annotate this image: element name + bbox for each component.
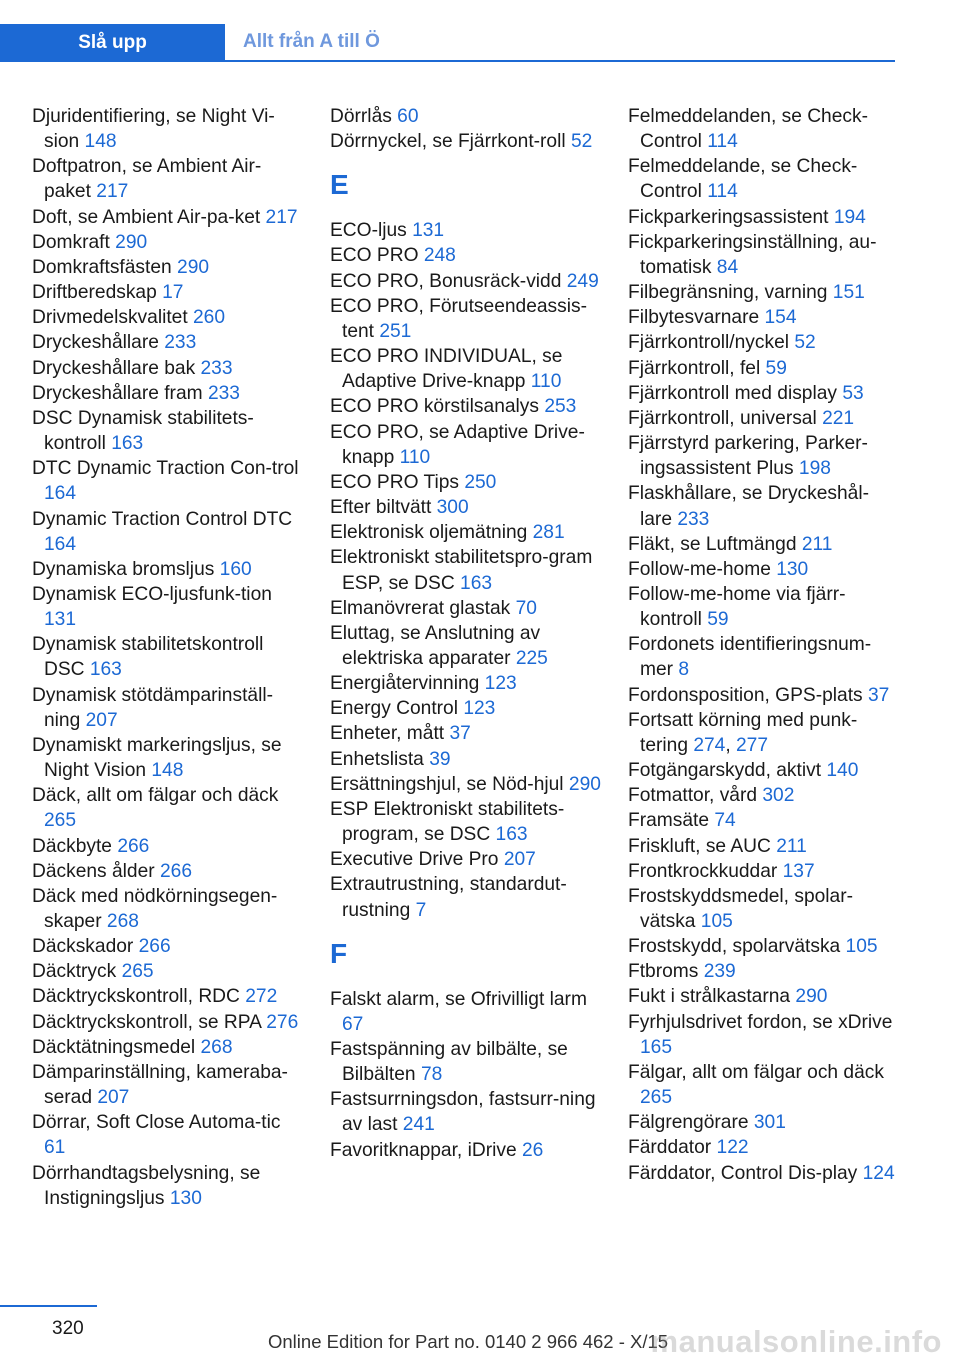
entry-text: Dämparinställning, kameraba‐serad — [32, 1061, 288, 1109]
page-link[interactable]: 154 — [764, 307, 797, 329]
page-link[interactable]: 211 — [801, 533, 833, 555]
index-column-2 — [330, 104, 605, 1163]
entry-text: Dynamiska bromsljus — [32, 558, 220, 580]
index-entry[interactable] — [628, 708, 898, 758]
page-link[interactable]: 37 — [867, 684, 890, 706]
page-link[interactable]: 163 — [495, 824, 528, 846]
index-entry[interactable] — [628, 532, 898, 557]
entry-text: Fickparkeringsassistent — [628, 206, 834, 228]
index-entry[interactable] — [330, 545, 605, 595]
index-entry[interactable] — [628, 758, 898, 783]
entry-text: Dörrnyckel, se Fjärrkont‐roll — [330, 131, 571, 153]
page-link[interactable]: 105 — [700, 911, 733, 932]
entry-text: Ftbroms — [628, 961, 704, 983]
index-entry[interactable] — [32, 1035, 307, 1060]
entry-text: Energiåtervinning — [330, 673, 485, 695]
index-entry[interactable] — [32, 859, 307, 884]
page-link[interactable]: 67 — [342, 1013, 364, 1035]
entry-text: ECO PRO körstilsanalys — [330, 396, 545, 418]
index-entry[interactable] — [32, 632, 307, 682]
index-entry[interactable] — [628, 1010, 898, 1060]
index-entry[interactable] — [628, 683, 898, 708]
index-entry[interactable] — [330, 872, 605, 922]
index-entry[interactable] — [32, 280, 307, 305]
index-entry[interactable] — [628, 859, 898, 884]
page-link[interactable]: 26 — [521, 1139, 544, 1161]
index-entry[interactable] — [330, 243, 605, 268]
entry-text: Däcktryck — [32, 961, 122, 983]
index-entry[interactable] — [330, 495, 605, 520]
index-entry[interactable] — [628, 431, 898, 481]
page-link[interactable]: 266 — [138, 936, 171, 958]
entry-text: Däckbyte — [32, 835, 118, 857]
page-link[interactable]: 164 — [44, 483, 77, 505]
entry-text: Fastsurrningsdon, fastsurr‐ning av last — [330, 1089, 596, 1136]
index-entry[interactable] — [32, 1060, 307, 1110]
page-link[interactable]: 241 — [402, 1114, 435, 1136]
page-link[interactable]: 163 — [89, 659, 122, 681]
page-link[interactable]: 225 — [515, 647, 548, 669]
entry-text: Dryckeshållare fram — [32, 382, 208, 404]
page-link[interactable]: 123 — [484, 673, 517, 695]
page-link[interactable]: 211 — [776, 835, 807, 857]
page-link[interactable]: 274 — [693, 734, 726, 756]
page-link[interactable]: 221 — [822, 407, 855, 429]
index-entry[interactable] — [628, 834, 898, 859]
page-link[interactable]: 61 — [44, 1137, 66, 1159]
entry-text: Frostskyddsmedel, spolar‐vätska — [628, 885, 853, 932]
entry-text: ECO PRO — [330, 245, 424, 267]
page-link[interactable]: 207 — [503, 849, 536, 871]
index-entry[interactable] — [330, 797, 605, 847]
entry-text: Felmeddelanden, se Check-Control — [628, 106, 868, 153]
entry-text: Efter biltvätt — [330, 497, 437, 519]
entry-text: ECO PRO, se Adaptive Drive-knapp — [330, 421, 585, 468]
page-link[interactable]: 137 — [782, 860, 815, 882]
watermark: manualsonline.info — [650, 1324, 942, 1359]
entry-text: Däcktryckskontroll, RDC — [32, 986, 246, 1008]
index-entry[interactable] — [628, 632, 898, 682]
entry-text: Fjärrstyrd parkering, Parker‐ingsassistent Plus — [628, 433, 868, 480]
page-link[interactable]: 140 — [826, 760, 859, 782]
index-entry[interactable] — [32, 557, 307, 582]
entry-text: Friskluft, se AUC — [628, 835, 777, 857]
page-link[interactable]: 233 — [200, 357, 233, 379]
entry-text: ECO-ljus — [330, 220, 413, 242]
page-link[interactable]: 249 — [566, 270, 599, 292]
index-entry[interactable] — [628, 1161, 898, 1186]
entry-text: Fordonets identifieringsnum‐mer — [628, 634, 872, 681]
entry-text: Dynamic Traction Control DTC — [32, 508, 293, 530]
entry-text: Fortsatt körning med punk‐tering — [628, 709, 858, 756]
index-entry[interactable] — [628, 934, 898, 959]
index-entry[interactable] — [628, 582, 898, 632]
page-link[interactable]: 233 — [677, 508, 710, 530]
page-link[interactable]: 148 — [84, 131, 117, 153]
entry-text: Fotgängarskydd, aktivt — [628, 760, 827, 782]
page-link[interactable]: 250 — [464, 471, 497, 493]
entry-text: Dryckeshållare bak — [32, 357, 201, 379]
index-entry[interactable] — [628, 205, 898, 230]
entry-text: Eluttag, se Anslutning av elektriska apparater — [330, 622, 541, 669]
page-link[interactable]: 281 — [532, 522, 565, 544]
index-entry[interactable] — [330, 621, 605, 671]
page-link[interactable]: 290 — [795, 986, 828, 1008]
entry-text: DSC Dynamisk stabilitets‐kontroll — [32, 407, 254, 455]
page-link[interactable]: 37 — [449, 723, 471, 745]
tab-allt-fran-a-till-o[interactable]: Allt från A till Ö — [225, 24, 895, 62]
entry-text: Framsäte — [628, 810, 715, 832]
page-link[interactable]: 39 — [429, 748, 451, 770]
index-entry[interactable] — [628, 1060, 898, 1110]
page-link[interactable]: 163 — [460, 572, 493, 594]
page-link[interactable]: 301 — [753, 1112, 786, 1134]
entry-text: Dynamiskt markeringsljus, se Night Vision — [32, 734, 282, 782]
page-link[interactable]: 265 — [121, 961, 154, 983]
page-link[interactable]: 194 — [833, 206, 866, 228]
index-entry[interactable] — [32, 406, 307, 456]
entry-text: DTC Dynamic Traction Con‐trol — [32, 458, 299, 480]
index-entry[interactable] — [32, 733, 307, 783]
page-link[interactable]: 233 — [207, 382, 240, 404]
entry-text: Dörrlås — [330, 106, 398, 127]
index-entry[interactable] — [330, 721, 605, 746]
index-entry[interactable] — [32, 205, 307, 230]
entry-text: Djuridentifiering, se Night Vi‐sion — [32, 106, 275, 153]
index-entry[interactable] — [330, 269, 605, 294]
page-link[interactable]: 148 — [151, 760, 184, 782]
index-entry[interactable] — [32, 934, 307, 959]
entry-text: Dörrar, Soft Close Automa‐tic — [32, 1112, 281, 1134]
page-link[interactable]: 266 — [159, 860, 192, 882]
page-link[interactable]: 130 — [776, 558, 809, 580]
index-entry[interactable] — [628, 305, 898, 330]
index-entry[interactable] — [32, 356, 307, 381]
index-entry[interactable] — [32, 154, 307, 204]
entry-text: Fickparkeringsinställning, au‐tomatisk — [628, 231, 877, 278]
page-link[interactable]: 59 — [765, 357, 787, 379]
page-link[interactable]: 60 — [397, 106, 419, 127]
page-link[interactable]: 74 — [714, 810, 736, 832]
entry-text: Follow-me-home — [628, 558, 777, 580]
entry-text: Dynamisk ECO-ljusfunk‐tion — [32, 583, 272, 605]
index-entry[interactable] — [628, 984, 898, 1009]
page-link[interactable]: 198 — [798, 458, 831, 480]
page-link[interactable]: 70 — [515, 597, 537, 619]
entry-text: Doft, se Ambient Air-pa‐ket — [32, 206, 266, 228]
index-entry[interactable] — [330, 520, 605, 545]
index-column-3 — [628, 104, 898, 1186]
index-entry[interactable] — [330, 747, 605, 772]
entry-text: Enheter, mått — [330, 723, 450, 745]
entry-text: Fälgar, allt om fälgar och däck — [628, 1061, 884, 1083]
index-entry[interactable] — [330, 420, 605, 470]
entry-text: Fastspänning av bilbälte, se Bilbälten — [330, 1039, 568, 1086]
index-entry[interactable] — [330, 218, 605, 243]
index-entry[interactable] — [628, 959, 898, 984]
entry-text: Elektronisk oljemätning — [330, 522, 533, 544]
page-link[interactable]: 290 — [177, 256, 210, 278]
entry-text: Filbytesvarnare — [628, 307, 765, 329]
index-entry[interactable] — [32, 834, 307, 859]
entry-text: Dörrhandtagsbelysning, se Instigningsljus — [32, 1162, 261, 1209]
entry-text: Falskt alarm, se Ofrivilligt larm — [330, 988, 587, 1010]
page-link[interactable]: 233 — [164, 332, 197, 354]
entry-text: Domkraftsfästen — [32, 256, 178, 278]
index-entry[interactable] — [330, 1087, 605, 1137]
index-column-1 — [32, 104, 307, 1211]
entry-text: Fjärrkontroll/nyckel — [628, 332, 795, 354]
index-entry[interactable] — [32, 959, 307, 984]
page-link[interactable]: 163 — [111, 433, 144, 455]
page-link[interactable]: 78 — [420, 1064, 443, 1086]
page-link[interactable]: 265 — [640, 1087, 673, 1109]
entry-text: Fyrhjulsdrivet fordon, se xDrive — [628, 1011, 893, 1033]
page-link[interactable]: 248 — [423, 245, 456, 267]
page-link[interactable]: 105 — [845, 936, 878, 958]
index-entry[interactable] — [32, 683, 307, 733]
index-entry[interactable] — [32, 1010, 307, 1035]
section-letter: E — [330, 169, 349, 201]
entry-text: Flaskhållare, se Dryckeshål‐lare — [628, 483, 869, 530]
entry-text: Däckens ålder — [32, 860, 160, 882]
index-entry[interactable] — [32, 330, 307, 355]
page-link[interactable]: 268 — [106, 911, 139, 932]
index-entry[interactable] — [330, 596, 605, 621]
footer-divider — [0, 1305, 97, 1307]
entry-text: Frontkrockkuddar — [628, 860, 783, 882]
entry-text: ECO PRO, Förutseendeassis‐tent — [330, 295, 587, 342]
page-link[interactable]: 110 — [530, 371, 562, 393]
page-link[interactable]: 272 — [245, 986, 278, 1008]
page-link[interactable]: 151 — [832, 282, 865, 304]
page-link[interactable]: 300 — [436, 497, 469, 519]
index-entry[interactable] — [628, 406, 898, 431]
page-link[interactable]: 217 — [265, 206, 298, 228]
entry-text: Enhetslista — [330, 748, 430, 770]
page-link[interactable]: 217 — [96, 181, 129, 203]
entry-text: Dryckeshållare — [32, 332, 165, 354]
page-link[interactable]: 110 — [399, 446, 431, 468]
entry-text: Felmeddelande, se Check-Control — [628, 156, 858, 203]
entry-text: Extrautrustning, standardut‐rustning — [330, 874, 567, 921]
page-link[interactable]: 276 — [266, 1011, 299, 1033]
entry-text: Fjärrkontroll, fel — [628, 357, 766, 379]
entry-text: Frostskydd, spolarvätska — [628, 936, 846, 958]
entry-text: Färddator, Control Dis‐play — [628, 1162, 863, 1184]
index-entry[interactable] — [330, 129, 605, 154]
entry-text: Fordonsposition, GPS-plats — [628, 684, 868, 706]
entry-text: Domkraft — [32, 231, 116, 253]
entry-text: Energy Control — [330, 698, 464, 720]
page-link[interactable]: 122 — [716, 1137, 749, 1159]
page-link[interactable]: 268 — [200, 1036, 233, 1058]
index-entry[interactable] — [330, 1037, 605, 1087]
page-link[interactable]: 53 — [842, 382, 864, 404]
index-entry[interactable] — [32, 1110, 307, 1160]
index-entry[interactable] — [32, 381, 307, 406]
entry-text: Fälgrengörare — [628, 1112, 754, 1134]
index-entry[interactable] — [32, 884, 307, 934]
index-entry[interactable] — [628, 230, 898, 280]
entry-text: Follow-me-home via fjärr‐kontroll — [628, 583, 846, 631]
index-entry[interactable] — [628, 808, 898, 833]
entry-text: Favoritknappar, iDrive — [330, 1139, 522, 1161]
index-entry[interactable] — [330, 772, 605, 797]
index-entry[interactable] — [330, 696, 605, 721]
entry-text: ECO PRO INDIVIDUAL, se Adaptive Drive-knapp — [330, 346, 563, 393]
entry-text: Fotmattor, vård — [628, 785, 763, 807]
index-entry[interactable] — [32, 984, 307, 1009]
header-divider — [0, 60, 895, 62]
entry-text: Driftberedskap — [32, 282, 163, 304]
page-link[interactable]: 7 — [415, 899, 427, 921]
page-link[interactable]: 253 — [544, 396, 577, 418]
entry-text: ESP Elektroniskt stabilitets‐program, se DSC — [330, 798, 565, 846]
page-link[interactable]: 260 — [193, 307, 226, 329]
index-entry[interactable] — [628, 104, 898, 154]
entry-text: Fjärrkontroll, universal — [628, 407, 823, 429]
index-entry[interactable] — [32, 1161, 307, 1211]
page-link[interactable]: 251 — [379, 320, 412, 342]
index-entry[interactable] — [628, 280, 898, 305]
index-entry[interactable] — [32, 783, 307, 833]
entry-text: Däck, allt om fälgar och däck — [32, 785, 279, 807]
index-entry[interactable] — [330, 671, 605, 696]
page-link[interactable]: 266 — [117, 835, 150, 857]
index-entry[interactable] — [32, 230, 307, 255]
page-link[interactable]: 239 — [703, 961, 736, 983]
index-entry[interactable] — [330, 987, 605, 1037]
entry-text: Färddator — [628, 1137, 717, 1159]
page-separator: , — [725, 734, 737, 756]
index-entry[interactable] — [330, 394, 605, 419]
index-entry[interactable] — [32, 255, 307, 280]
entry-text: Dynamisk stabilitetskontroll DSC — [32, 634, 264, 681]
index-entry[interactable] — [628, 356, 898, 381]
page-link[interactable]: 207 — [97, 1087, 130, 1109]
index-entry[interactable] — [330, 847, 605, 872]
entry-text: Däcktryckskontroll, se RPA — [32, 1011, 267, 1033]
index-entry[interactable] — [628, 1135, 898, 1160]
entry-text: Doftpatron, se Ambient Air‐paket — [32, 156, 262, 203]
page-link[interactable]: 131 — [412, 220, 445, 242]
top-nav — [0, 24, 895, 62]
edition-note: Online Edition for Part no. 0140 2 966 462 - X/15 — [268, 1331, 669, 1352]
entry-text: Fukt i strålkastarna — [628, 986, 796, 1008]
page-link[interactable]: 207 — [85, 709, 118, 731]
page-number: 320 — [52, 1318, 84, 1339]
entry-text: Fläkt, se Luftmängd — [628, 533, 802, 555]
entry-text: Däcktätningsmedel — [32, 1036, 201, 1058]
page-link[interactable]: 114 — [707, 131, 738, 153]
page-link[interactable]: 160 — [219, 558, 252, 580]
page-link[interactable]: 52 — [794, 332, 816, 354]
entry-text: Elektroniskt stabilitetspro‐gram ESP, se DSC — [330, 547, 593, 594]
index-entry[interactable] — [628, 783, 898, 808]
entry-text: ECO PRO, Bonusräck‐vidd — [330, 270, 567, 292]
entry-text: Ersättningshjul, se Nöd‐hjul — [330, 773, 569, 795]
index-entry[interactable] — [32, 104, 307, 154]
entry-text: Däckskador — [32, 936, 139, 958]
index-entry[interactable] — [628, 330, 898, 355]
page-link[interactable]: 277 — [736, 734, 769, 756]
page-link[interactable]: 114 — [707, 181, 738, 203]
index-entry[interactable] — [32, 305, 307, 330]
page-link[interactable]: 302 — [762, 785, 795, 807]
entry-text: Filbegränsning, varning — [628, 282, 833, 304]
index-entry[interactable] — [32, 582, 307, 632]
page-link[interactable]: 17 — [162, 282, 184, 304]
index-entry[interactable] — [628, 481, 898, 531]
index-entry[interactable] — [628, 154, 898, 204]
entry-text: Elmanövrerat glastak — [330, 597, 516, 619]
index-entry[interactable] — [32, 456, 307, 506]
index-entry[interactable] — [628, 1110, 898, 1135]
page-link[interactable]: 290 — [568, 773, 601, 795]
page-link[interactable]: 165 — [640, 1036, 673, 1058]
page-link[interactable]: 124 — [862, 1162, 895, 1184]
entry-text: Drivmedelskvalitet — [32, 307, 194, 329]
tab-sla-upp[interactable]: Slå upp — [0, 24, 225, 62]
index-entry[interactable] — [330, 344, 605, 394]
page-link[interactable]: 290 — [115, 231, 148, 253]
index-entry[interactable] — [330, 1138, 605, 1163]
index-entry[interactable] — [628, 884, 898, 934]
index-entry[interactable] — [628, 381, 898, 406]
page-link[interactable]: 265 — [44, 810, 77, 832]
entry-text: ECO PRO Tips — [330, 471, 465, 493]
index-entry[interactable] — [330, 294, 605, 344]
index-entry[interactable] — [330, 104, 605, 129]
page-link[interactable]: 164 — [44, 533, 77, 555]
page-link[interactable]: 84 — [716, 256, 739, 278]
page-link[interactable]: 8 — [678, 659, 690, 681]
page-link[interactable]: 130 — [169, 1187, 202, 1209]
entry-text: Däck med nödkörningsegen‐skaper — [32, 885, 278, 932]
page-link[interactable]: 59 — [707, 609, 729, 631]
entry-text: Fjärrkontroll med display — [628, 382, 843, 404]
index-entry[interactable] — [330, 470, 605, 495]
entry-text: Dynamisk stötdämparinställ‐ning — [32, 684, 273, 731]
section-letter: F — [330, 937, 348, 969]
index-entry[interactable] — [628, 557, 898, 582]
page-link[interactable]: 52 — [570, 131, 593, 153]
page-link[interactable]: 131 — [44, 609, 77, 631]
entry-text: Executive Drive Pro — [330, 849, 504, 871]
index-entry[interactable] — [32, 507, 307, 557]
page-link[interactable]: 123 — [463, 698, 496, 720]
